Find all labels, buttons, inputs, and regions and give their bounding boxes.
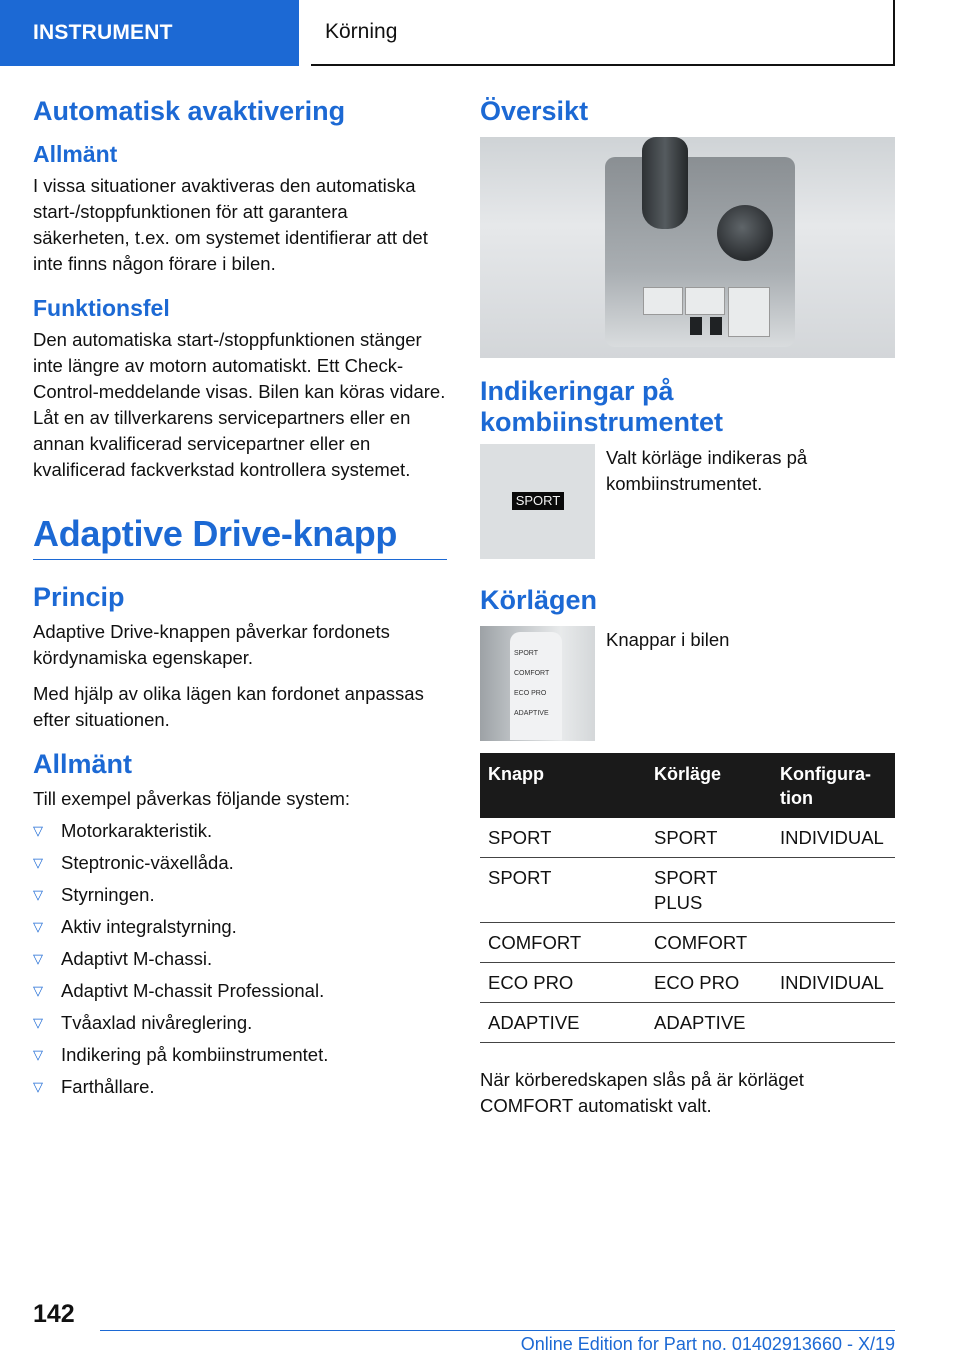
list-item	[33, 946, 447, 972]
list-item-text: Aktiv integralstyrning.	[61, 916, 237, 937]
section-title: Körning	[311, 0, 895, 66]
list-item	[33, 882, 447, 908]
column-header: Konfigura-tion	[772, 753, 895, 818]
left-column	[33, 96, 447, 1106]
table-cell: SPORT	[646, 818, 772, 858]
triangle-bullet-icon: ▽	[33, 1015, 43, 1030]
list-item-text: Motorkarakteristik.	[61, 820, 213, 841]
sport-indicator: SPORT	[512, 492, 564, 510]
list-item-text: Styrningen.	[61, 884, 155, 905]
console-button	[710, 317, 722, 335]
list-item-text: Indikering på kombiinstrumentet.	[61, 1044, 329, 1065]
button-label: COMFORT	[514, 670, 550, 677]
paragraph-principle-1: Adaptive Drive-knappen påverkar fordonets kördynamiska egenskaper.	[33, 621, 390, 668]
paragraph-general-1: I vissa situationer avaktiveras den automatiska start-/stoppfunktionen för att garantera säkerheten, t.ex. om systemet identifierar att det inte finns någon förare i bilen.	[33, 175, 428, 274]
list-item	[33, 850, 447, 876]
column-header: Knapp	[480, 753, 646, 818]
console-button	[643, 287, 683, 315]
list-item	[33, 1010, 447, 1036]
triangle-bullet-icon: ▽	[33, 951, 43, 966]
button-label: SPORT	[514, 650, 538, 657]
buttons-caption: Knappar i bilen	[606, 629, 730, 650]
list-item-text: Adaptivt M-chassit Professional.	[61, 980, 325, 1001]
paragraph-general-2: Till exempel påverkas följande system:	[33, 788, 351, 809]
heading-adaptive-drive: Adaptive Drive-knapp	[33, 513, 447, 560]
list-item-text: Adaptivt M-chassi.	[61, 948, 213, 969]
table-cell: SPORT	[480, 858, 646, 923]
list-item-text: Tvåaxlad nivåreglering.	[61, 1012, 253, 1033]
gear-selector	[642, 137, 688, 229]
heading-overview: Översikt	[480, 96, 589, 126]
table-header-row	[480, 753, 895, 818]
list-item-text: Steptronic-växellåda.	[61, 852, 234, 873]
systems-list	[33, 818, 447, 1100]
list-item-text: Farthållare.	[61, 1076, 155, 1097]
paragraph-principle-2: Med hjälp av olika lägen kan fordonet anpassas efter situationen.	[33, 683, 424, 730]
triangle-bullet-icon: ▽	[33, 983, 43, 998]
list-item	[33, 818, 447, 844]
table-cell: SPORT PLUS	[646, 858, 772, 923]
button-strip	[510, 632, 562, 740]
controller-knob	[717, 205, 773, 261]
triangle-bullet-icon: ▽	[33, 823, 43, 838]
heading-automatic-deactivation: Automatisk avaktivering	[33, 96, 346, 126]
table-row	[480, 963, 895, 1003]
button-label: ADAPTIVE	[514, 710, 549, 717]
list-item	[33, 1074, 447, 1100]
drive-mode-buttons-image	[480, 626, 595, 741]
buttons-row	[480, 626, 895, 741]
button-label: ECO PRO	[514, 690, 547, 697]
list-item	[33, 914, 447, 940]
triangle-bullet-icon: ▽	[33, 855, 43, 870]
heading-malfunction: Funktionsfel	[33, 295, 170, 321]
table-cell	[772, 1003, 895, 1043]
driving-modes-table	[480, 753, 895, 1043]
list-item	[33, 978, 447, 1004]
footer-rule	[100, 1330, 895, 1331]
table-cell: COMFORT	[646, 923, 772, 963]
console-button	[685, 287, 725, 315]
right-column	[480, 96, 895, 1129]
table-row	[480, 858, 895, 923]
indicator-text: Valt körläge indikeras på kombiinstrumentet.	[606, 447, 808, 494]
paragraph-malfunction: Den automatiska start-/stoppfunktionen stänger inte längre av motorn automatiskt. Ett Check-Control-meddelande visas. Bilen kan köras vidare. Låt en av tillverkarens servicepartners eller en annan kvalificerad servicepartner eller en kvalificerad fackverkstad kontrollera systemet.	[33, 329, 446, 480]
table-row	[480, 1003, 895, 1043]
table-cell	[772, 858, 895, 923]
table-cell: INDIVIDUAL	[772, 818, 895, 858]
cluster-display-image	[480, 444, 595, 559]
console-button	[728, 287, 770, 337]
table-cell: ADAPTIVE	[480, 1003, 646, 1043]
column-header: Körläge	[646, 753, 772, 818]
footer-edition: Online Edition for Part no. 01402913660 - X/19	[520, 1334, 895, 1354]
triangle-bullet-icon: ▽	[33, 1047, 43, 1062]
center-console-image	[480, 137, 895, 358]
table-cell: ECO PRO	[646, 963, 772, 1003]
table-cell: COMFORT	[480, 923, 646, 963]
heading-driving-modes: Körlägen	[480, 585, 598, 615]
table-cell: SPORT	[480, 818, 646, 858]
table-row	[480, 923, 895, 963]
heading-general-2: Allmänt	[33, 749, 133, 779]
table-cell: ECO PRO	[480, 963, 646, 1003]
triangle-bullet-icon: ▽	[33, 919, 43, 934]
triangle-bullet-icon: ▽	[33, 1079, 43, 1094]
list-item	[33, 1042, 447, 1068]
heading-principle: Princip	[33, 582, 125, 612]
heading-indicators: Indikeringar på kombiinstrumentet	[480, 376, 724, 437]
console-button	[690, 317, 702, 335]
table-row	[480, 818, 895, 858]
chapter-tab: INSTRUMENT	[0, 0, 299, 66]
default-mode-note: När körberedskapen slås på är körläget COMFORT automatiskt valt.	[480, 1069, 804, 1116]
indicator-row	[480, 444, 895, 559]
triangle-bullet-icon: ▽	[33, 887, 43, 902]
table-cell	[772, 923, 895, 963]
page-number: 142	[33, 1300, 75, 1328]
table-cell: ADAPTIVE	[646, 1003, 772, 1043]
table-cell: INDIVIDUAL	[772, 963, 895, 1003]
heading-general-1: Allmänt	[33, 141, 118, 167]
